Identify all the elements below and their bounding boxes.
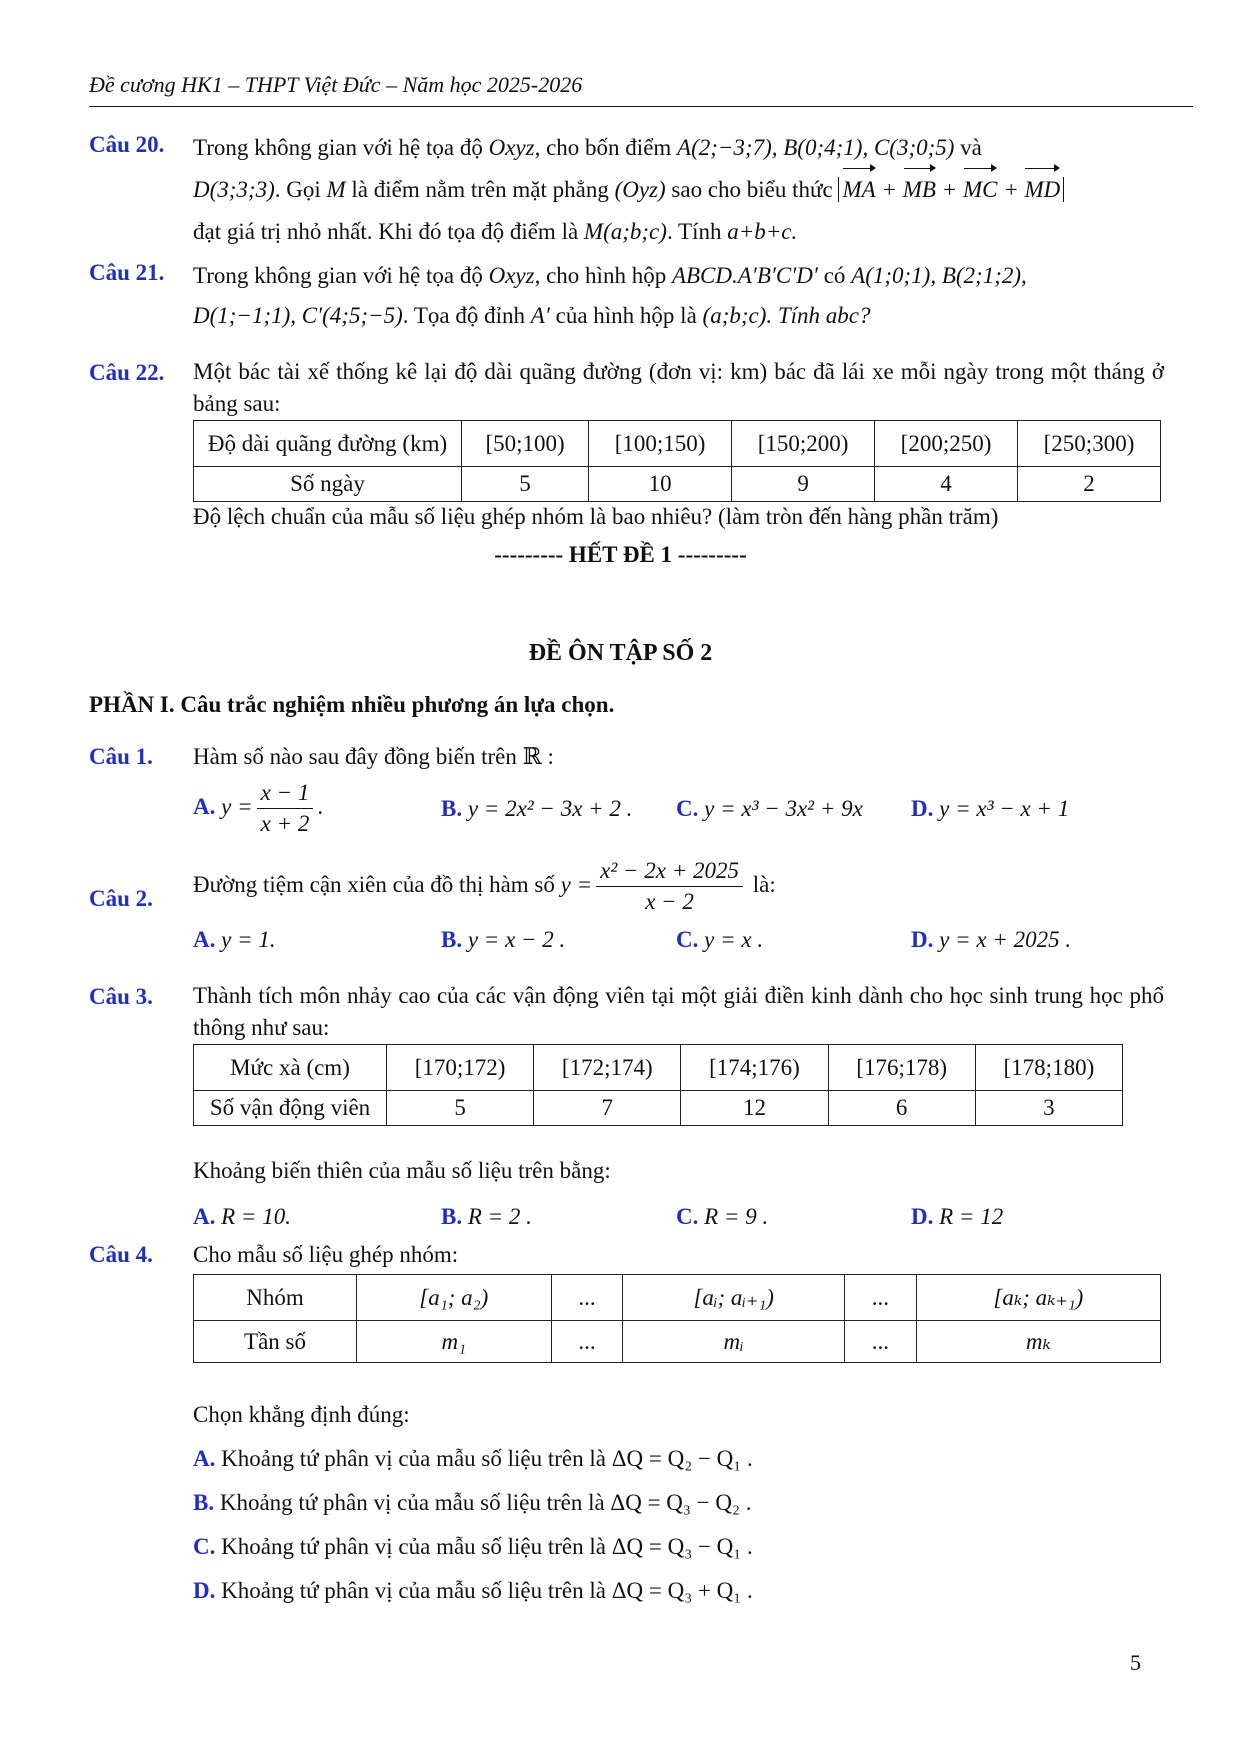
option-letter: D. <box>193 1578 216 1603</box>
table-cell: ... <box>551 1275 623 1321</box>
section-heading: PHẦN I. Câu trắc nghiệm nhiều phương án lựa chọn. <box>89 692 615 717</box>
math-expr: a+b+c. <box>727 219 798 244</box>
math-expr: M <box>326 177 346 202</box>
math-expr: A(1;0;1), B(2;1;2), <box>851 263 1027 288</box>
data-table <box>193 1274 1161 1363</box>
table-cell: [174;176) <box>681 1045 828 1091</box>
table-cell: 4 <box>875 467 1018 502</box>
text: . <box>317 793 324 819</box>
table-cell: ... <box>845 1321 917 1363</box>
table-header-row <box>194 1045 1123 1091</box>
math-expr: D(3;3;3) <box>193 177 275 202</box>
numerator: x − 1 <box>257 778 314 809</box>
math-expr: R = 2 . <box>467 1204 532 1229</box>
table-cell: [a₁; a₂) <box>357 1275 552 1321</box>
question-text <box>193 856 1164 917</box>
table-cell: [170;172) <box>387 1045 534 1091</box>
table-row <box>194 467 1161 502</box>
page-number: 5 <box>1130 1650 1141 1675</box>
end-of-exam-1: --------- HẾT ĐỀ 1 --------- <box>494 542 747 567</box>
header-divider <box>89 106 1193 107</box>
table-cell: 7 <box>534 1091 681 1126</box>
answer-options <box>193 923 1164 967</box>
option-b[interactable] <box>193 1481 1164 1525</box>
math-expr: Oxyz <box>488 135 535 160</box>
data-table <box>193 420 1161 502</box>
option-letter: A. <box>193 793 216 819</box>
math-expr: M(a;b;c) <box>583 219 667 244</box>
math-expr: A(2;−3;7), B(0;4;1), C(3;0;5) <box>677 135 955 160</box>
text: sao cho biểu thức <box>665 177 839 202</box>
option-c[interactable] <box>193 1525 1164 1569</box>
question-label: Câu 1. <box>89 744 153 769</box>
question-21 <box>89 256 1164 336</box>
fraction <box>257 778 314 839</box>
question-1 <box>89 740 1164 840</box>
table-cell: 2 <box>1018 467 1161 502</box>
math-expr: y = x − 2 . <box>467 927 566 952</box>
math-expr: Oxyz <box>488 263 535 288</box>
table-cell: mᵢ <box>623 1321 845 1363</box>
table-cell: Tần số <box>194 1321 357 1363</box>
math-expr: y = x + 2025 . <box>939 927 1072 952</box>
table-cell: 6 <box>828 1091 975 1126</box>
table-cell: [178;180) <box>975 1045 1122 1091</box>
option-b[interactable] <box>441 792 632 826</box>
question-label: Câu 2. <box>89 886 153 911</box>
question-label: Câu 3. <box>89 984 153 1009</box>
question-text: Hàm số nào sau đây đồng biến trên ℝ : <box>193 744 554 769</box>
option-d[interactable] <box>911 1200 1003 1234</box>
table-cell: [100;150) <box>589 421 732 467</box>
option-b[interactable] <box>441 923 565 957</box>
math-expr: A′ <box>530 303 550 328</box>
math-expr: R = 10. <box>221 1204 291 1229</box>
denominator: x + 2 <box>260 811 310 836</box>
table-cell: 5 <box>462 467 589 502</box>
option-text: Khoảng tứ phân vị của mẫu số liệu trên là ΔQ = Q₂ − Q₁ . <box>215 1446 753 1471</box>
table-cell: mₖ <box>916 1321 1160 1363</box>
text: là điểm nằm trên mặt phẳng <box>345 177 615 202</box>
numerator: x² − 2x + 2025 <box>596 856 743 887</box>
option-letter: C. <box>193 1534 216 1559</box>
math-expr: (Oyz) <box>614 177 666 202</box>
math-expr: y = x³ − 3x² + 9x <box>704 796 863 821</box>
text: Trong không gian với hệ tọa độ <box>193 263 489 288</box>
table-cell: 12 <box>681 1091 828 1126</box>
text: Trong không gian với hệ tọa độ <box>193 135 489 160</box>
option-letter: A. <box>193 1446 216 1471</box>
option-a[interactable] <box>193 1200 291 1234</box>
option-d[interactable] <box>193 1569 1164 1613</box>
math-expr: y = 2x² − 3x + 2 . <box>467 796 633 821</box>
table-row <box>194 1091 1123 1126</box>
question-22 <box>89 356 1164 532</box>
option-letter: D. <box>911 927 934 952</box>
option-a[interactable] <box>193 778 323 839</box>
question-prompt: Chọn khẳng định đúng: <box>193 1402 410 1427</box>
table-cell: [176;178) <box>828 1045 975 1091</box>
table-row <box>194 1321 1161 1363</box>
table-cell: Độ dài quãng đường (km) <box>194 421 462 467</box>
text: của hình hộp là <box>549 303 703 328</box>
option-letter: A. <box>193 1204 216 1229</box>
page-header: Đề cương HK1 – THPT Việt Đức – Năm học 2025-2026 <box>89 72 583 97</box>
text: . Tọa độ đỉnh <box>402 303 531 328</box>
table-cell: [50;100) <box>462 421 589 467</box>
table-cell: m₁ <box>357 1321 552 1363</box>
vector: MA <box>842 168 875 212</box>
option-letter: B. <box>441 1204 463 1229</box>
question-label: Câu 21. <box>89 260 165 285</box>
table-cell: [250;300) <box>1018 421 1161 467</box>
table-cell: 10 <box>589 467 732 502</box>
question-text <box>193 128 1164 252</box>
data-table <box>193 1044 1123 1126</box>
text: . Tính <box>666 219 728 244</box>
text: , cho bốn điểm <box>534 135 678 160</box>
text: đạt giá trị nhỏ nhất. Khi đó tọa độ điểm là <box>193 219 584 244</box>
math-expr: y = x³ − x + 1 <box>939 796 1070 821</box>
option-letter: D. <box>911 796 934 821</box>
exam-2-title: ĐỀ ÔN TẬP SỐ 2 <box>528 640 713 666</box>
question-4 <box>89 1238 1164 1613</box>
question-text: Cho mẫu số liệu ghép nhóm: <box>193 1242 459 1267</box>
question-followup: Khoảng biến thiên của mẫu số liệu trên bằng: <box>193 1158 611 1183</box>
option-c[interactable] <box>676 1200 768 1234</box>
option-letter: C. <box>676 796 699 821</box>
option-letter: C. <box>676 1204 699 1229</box>
option-letter: B. <box>441 796 463 821</box>
table-cell: [aᵢ; aᵢ₊₁) <box>623 1275 845 1321</box>
math-expr: (a;b;c). Tính abc? <box>702 303 871 328</box>
option-letter: C. <box>676 927 699 952</box>
text: là: <box>746 871 776 897</box>
option-text: Khoảng tứ phân vị của mẫu số liệu trên là ΔQ = Q₃ − Q₁ . <box>215 1534 753 1559</box>
option-c[interactable] <box>676 923 763 957</box>
question-20 <box>89 128 1164 252</box>
text: . Gọi <box>274 177 327 202</box>
table-cell: ... <box>845 1275 917 1321</box>
text: và <box>954 135 982 160</box>
table-cell: 3 <box>975 1091 1122 1126</box>
question-text: Một bác tài xế thống kê lại độ dài quãng đường (đơn vị: km) bác đã lái xe mỗi ngày trong một tháng ở bảng sau: <box>193 359 1164 416</box>
math-expr: R = 9 . <box>704 1204 769 1229</box>
math-expr: ABCD.A′B′C′D′ <box>671 263 818 288</box>
option-b[interactable] <box>441 1200 532 1234</box>
math-expr: y = 1. <box>221 927 276 952</box>
answer-options <box>193 778 1164 840</box>
math-expr: y = <box>221 793 253 819</box>
math-expr: y = x . <box>704 927 764 952</box>
fraction <box>596 856 743 917</box>
table-cell: [200;250) <box>875 421 1018 467</box>
question-followup: Độ lệch chuẩn của mẫu số liệu ghép nhóm là bao nhiêu? (làm tròn đến hàng phần trăm) <box>193 504 999 529</box>
question-text: Thành tích môn nhảy cao của các vận động viên tại một giải điền kinh dành cho học sinh trung học phổ thông như sau: <box>193 983 1164 1040</box>
question-label: Câu 22. <box>89 360 165 385</box>
vector-sum-expr: MA + MB + MC + MD <box>838 177 1064 202</box>
option-letter: B. <box>441 927 463 952</box>
table-cell: 9 <box>732 467 875 502</box>
table-cell: [150;200) <box>732 421 875 467</box>
option-a[interactable] <box>193 923 276 957</box>
math-expr: D(1;−1;1), C′(4;5;−5) <box>193 303 403 328</box>
text: có <box>817 263 852 288</box>
table-cell: Nhóm <box>194 1275 357 1321</box>
question-2 <box>89 856 1164 967</box>
text: , cho hình hộp <box>534 263 672 288</box>
vector: MC <box>963 168 998 212</box>
table-cell: Số ngày <box>194 467 462 502</box>
option-d[interactable] <box>911 792 1069 826</box>
table-cell: [aₖ; aₖ₊₁) <box>916 1275 1160 1321</box>
option-a[interactable] <box>193 1437 1164 1481</box>
option-letter: B. <box>193 1490 215 1515</box>
denominator: x − 2 <box>645 889 694 914</box>
table-cell: Số vận động viên <box>194 1091 387 1126</box>
question-3 <box>89 980 1164 1244</box>
option-c[interactable] <box>676 792 863 826</box>
vector: MB <box>903 168 936 212</box>
option-letter: D. <box>911 1204 934 1229</box>
question-text <box>193 256 1164 336</box>
option-d[interactable] <box>911 923 1071 957</box>
table-cell: 5 <box>387 1091 534 1126</box>
option-text: Khoảng tứ phân vị của mẫu số liệu trên là ΔQ = Q₃ + Q₁ . <box>215 1578 753 1603</box>
math-expr: R = 12 <box>939 1204 1004 1229</box>
table-cell: ... <box>551 1321 623 1363</box>
option-letter: A. <box>193 927 216 952</box>
table-cell: [172;174) <box>534 1045 681 1091</box>
option-text: Khoảng tứ phân vị của mẫu số liệu trên là ΔQ = Q₃ − Q₂ . <box>214 1490 752 1515</box>
table-header-row <box>194 1275 1161 1321</box>
math-expr: y = <box>560 871 593 897</box>
question-label: Câu 20. <box>89 132 165 157</box>
text: Đường tiệm cận xiên của đồ thị hàm số <box>193 871 561 897</box>
question-label: Câu 4. <box>89 1242 153 1267</box>
table-cell: Mức xà (cm) <box>194 1045 387 1091</box>
table-header-row <box>194 421 1161 467</box>
vector: MD <box>1024 168 1060 212</box>
